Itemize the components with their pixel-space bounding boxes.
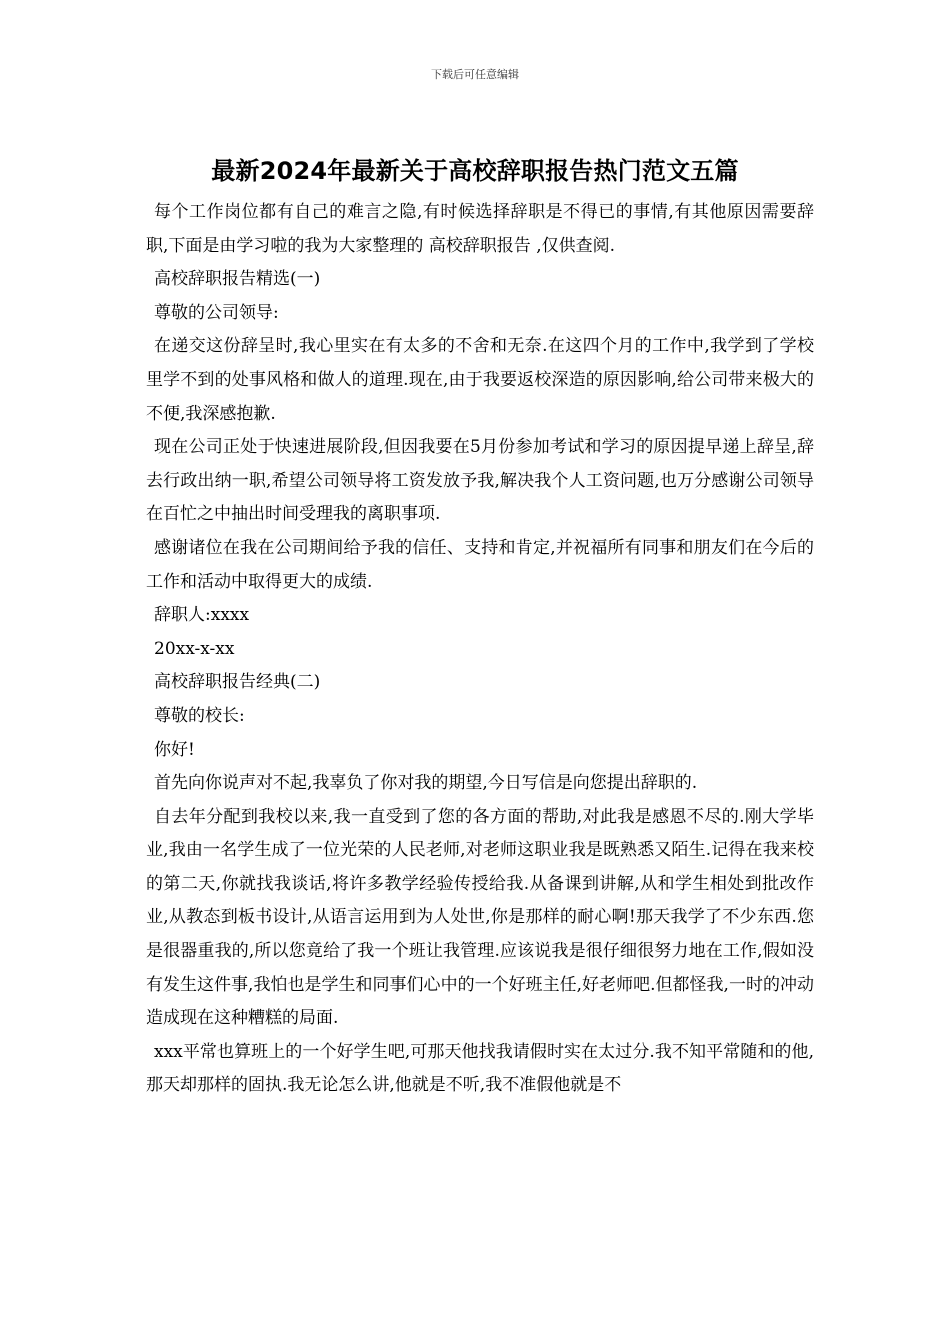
- paragraph: 自去年分配到我校以来,我一直受到了您的各方面的帮助,对此我是感恩不尽的.刚大学毕业,我由一名学生成了一位光荣的人民老师,对老师这职业我是既熟悉又陌生.记得在我来校的第二天,你就找我谈话,将许多教学经验传授给我.从备课到讲解,从和学生相处到批改作业,从教态到板书设计,从语言运用到为人处世,你是那样的耐心啊!那天我学了不少东西.您是很器重我的,所以您竟给了我一个班让我管理.应该说我是很仔细很努力地在工作,假如没有发生这件事,我怕也是学生和同事们心中的一个好班主任,好老师吧.但都怪我,一时的冲动造成现在这种糟糕的局面.: [146, 806, 814, 1029]
- paragraph: 现在公司正处于快速进展阶段,但因我要在5月份参加考试和学习的原因提早递上辞呈,辞去行政出纳一职,希望公司领导将工资发放予我,解决我个人工资问题,也万分感谢公司领导在百忙之中抽出时间受理我的离职事项.: [146, 437, 814, 525]
- signature-line: 辞职人:xxxx: [154, 605, 250, 626]
- section-heading-2: 高校辞职报告经典(二): [154, 672, 321, 693]
- paragraph: xxx平常也算班上的一个好学生吧,可那天他找我请假时实在太过分.我不知平常随和的他,那天却那样的固执.我无论怎么讲,他就是不听,我不准假他就是不: [146, 1041, 814, 1096]
- document-body: [146, 196, 814, 1103]
- header-note: 下载后可任意编辑: [431, 68, 519, 81]
- salutation-1: 尊敬的公司领导:: [154, 302, 279, 323]
- paragraph: 在递交这份辞呈时,我心里实在有太多的不舍和无奈.在这四个月的工作中,我学到了学校里学不到的处事风格和做人的道理.现在,由于我要返校深造的原因影响,给公司带来极大的不便,我深感抱歉.: [146, 336, 814, 424]
- paragraph: 首先向你说声对不起,我辜负了你对我的期望,今日写信是向您提出辞职的.: [154, 773, 698, 794]
- section-heading-1: 高校辞职报告精选(一): [154, 269, 321, 290]
- greeting: 你好!: [154, 739, 195, 760]
- document-title: 最新2024年最新关于高校辞职报告热门范文五篇: [211, 157, 739, 185]
- date-line: 20xx-x-xx: [154, 638, 235, 659]
- paragraph-intro: 每个工作岗位都有自己的难言之隐,有时候选择辞职是不得已的事情,有其他原因需要辞职,下面是由学习啦的我为大家整理的 高校辞职报告 ,仅供查阅.: [146, 202, 814, 256]
- paragraph: 感谢诸位在我在公司期间给予我的信任、支持和肯定,并祝福所有同事和朋友们在今后的工作和活动中取得更大的成绩.: [146, 537, 814, 592]
- salutation-2: 尊敬的校长:: [154, 705, 245, 726]
